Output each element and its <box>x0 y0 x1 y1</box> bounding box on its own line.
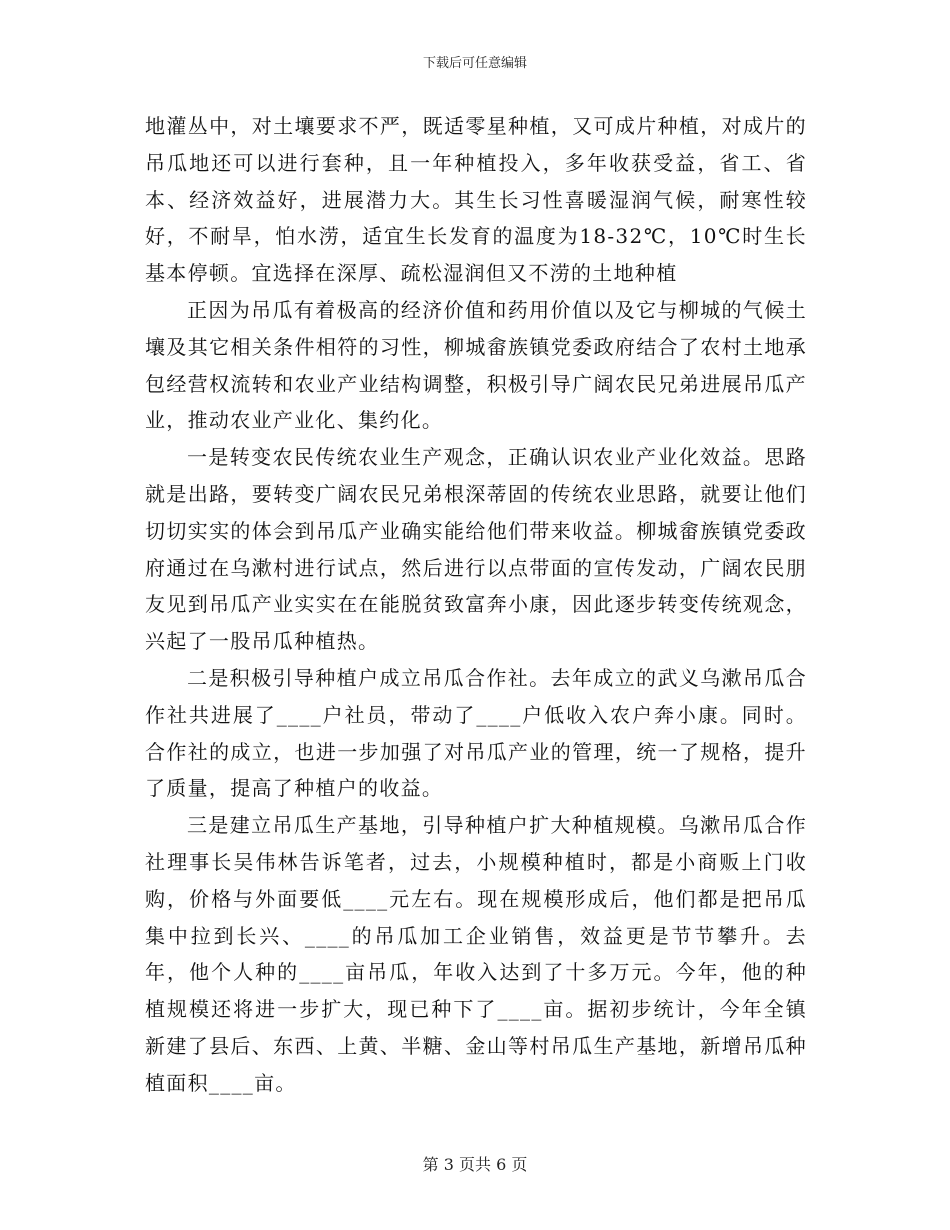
paragraph-3: 一是转变农民传统农业生产观念，正确认识农业产业化效益。思路就是出路，要转变广阔农民兄弟根深蒂固的传统农业思路，就要让他们切切实实的体会到吊瓜产业确实能给他们带来收益。柳城畲族镇党委政府通过在乌漱村进行试点，然后进行以点带面的宣传发动，广阔农民朋友见到吊瓜产业实实在在能脱贫致富奔小康，因此逐步转变传统观念，兴起了一股吊瓜种植热。 <box>145 445 807 654</box>
page-header: 下载后可任意编辑 <box>422 56 527 71</box>
document-body <box>145 108 807 1102</box>
paragraph-5: 三是建立吊瓜生产基地，引导种植户扩大种植规模。乌漱吊瓜合作社理事长吴伟林告诉笔者，过去，小规模种植时，都是小商贩上门收购，价格与外面要低____元左右。现在规模形成后，他们都是把吊瓜集中拉到长兴、____的吊瓜加工企业销售，效益更是节节攀升。去年，他个人种的____亩吊瓜，年收入达到了十多万元。今年，他的种植规模还将进一步扩大，现已种下了____亩。据初步统计，今年全镇新建了县后、东西、上黄、半糖、金山等村吊瓜生产基地，新增吊瓜种植面积____亩。 <box>145 813 807 1095</box>
paragraph-4: 二是积极引导种植户成立吊瓜合作社。去年成立的武义乌漱吊瓜合作社共进展了____户社员，带动了____户低收入农户奔小康。同时。合作社的成立，也进一步加强了对吊瓜产业的管理，统一了规格，提升了质量，提高了种植户的收益。 <box>145 665 807 801</box>
page-number: 第 3 页共 6 页 <box>422 1155 528 1174</box>
paragraph-1: 地灌丛中，对土壤要求不严，既适零星种植，又可成片种植，对成片的吊瓜地还可以进行套种，且一年种植投入，多年收获受益，省工、省本、经济效益好，进展潜力大。其生长习性喜暖湿润气候，耐寒性较好，不耐旱，怕水涝，适宜生长发育的温度为18-32℃，10℃时生长基本停顿。宜选择在深厚、疏松湿润但又不涝的土地种植 <box>145 114 807 286</box>
paragraph-2: 正因为吊瓜有着极高的经济价值和药用价值以及它与柳城的气候土壤及其它相关条件相符的习性，柳城畲族镇党委政府结合了农村土地承包经营权流转和农业产业结构调整，积极引导广阔农民兄弟进展吊瓜产业，推动农业产业化、集约化。 <box>145 297 807 433</box>
